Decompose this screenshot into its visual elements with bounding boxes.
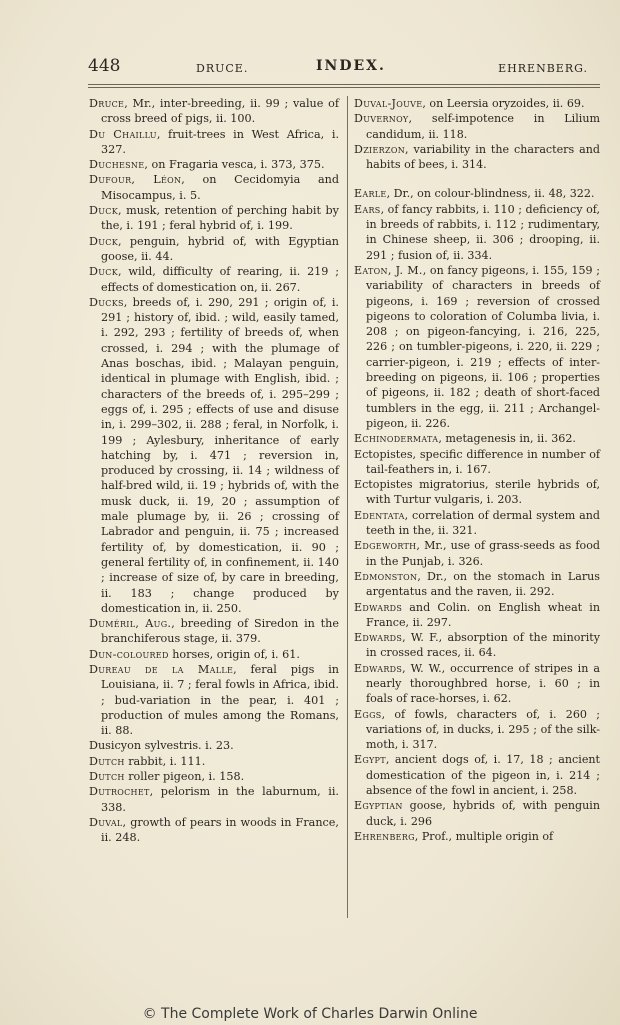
index-entry-heading: Edgeworth [354, 539, 417, 553]
index-entry-text: , on Cecidomyia and Misocampus, i. 5. [101, 173, 339, 202]
index-entry-text: , on Fragaria vesca, i. 373, 375. [144, 158, 325, 172]
index-entry-text: , self-impotence in Lilium candidum, ii. 118. [366, 112, 600, 141]
index-entry [89, 127, 339, 158]
header-title: INDEX. [316, 58, 386, 74]
index-entry-heading: Eaton, J. M. [354, 263, 423, 277]
index-entry-heading: Duck [89, 265, 119, 279]
index-entry-text: , metagenesis in, ii. 362. [438, 432, 576, 446]
index-entry [354, 186, 600, 201]
right-column-d-entries [354, 96, 600, 172]
index-entry-heading: Edwards [354, 631, 403, 645]
index-entry [89, 647, 339, 662]
index-entry-text: , Dr., on colour-blindness, ii. 48, 322. [386, 187, 595, 201]
running-header [88, 56, 600, 80]
index-entry-text: , Dr., on the stomach in Larus argentatus and the raven, ii. 292. [366, 569, 600, 599]
index-entry-text: goose, hybrids of, with penguin duck, i. 296 [366, 799, 600, 828]
index-entry-text: , on fancy pigeons, i. 155, 159 ; variability of characters in breeds of pigeons, i. 169 ; reversion of crossed pigeons to coloration of Columba livia, i. 208 ; on pigeon-fancying, i. 216, 225, 226 ; on tumbler-pigeons, i. 220, ii. 229 ; carrier-pigeon, i. 219 ; effects of inter-breeding on pigeons, ii. 106 ; properties of pigeons, ii. 182 ; death of short-faced tumblers in the egg, ii. 211 ; Archangel-pigeon, ii. 226. [366, 263, 600, 430]
index-entry-text: , musk, retention of perching habit by the, i. 191 ; feral hybrid of, i. 199. [101, 204, 339, 233]
index-entry [354, 202, 600, 263]
index-entry-text: , correlation of dermal system and teeth in the, ii. 321. [366, 508, 600, 538]
index-entry [354, 142, 600, 173]
index-entry [89, 616, 339, 647]
index-entry-text: horses, origin of, i. 61. [168, 647, 300, 661]
index-entry-text: , of fancy rabbits, i. 110 ; deficiency of, in breeds of rabbits, i. 112 ; rudimentary, in Chinese sheep, ii. 306 ; drooping, ii. 291 ; fusion of, ii. 334. [366, 202, 600, 262]
index-entry-heading: Ducks [89, 295, 124, 309]
index-entry-text: rabbit, i. 111. [124, 754, 206, 768]
index-entry-text: Dusicyon sylvestris. i. 23. [89, 739, 234, 753]
index-entry [89, 738, 339, 753]
index-entry-text: , wild, difficulty of rearing, ii. 219 ; effects of domestication on, ii. 267. [101, 265, 339, 294]
index-entry [354, 661, 600, 707]
right-index-column [354, 96, 600, 844]
index-entry [354, 829, 600, 844]
index-entry-heading: Egypt [354, 753, 386, 767]
index-entry-heading: Dutrochet [89, 785, 150, 799]
left-index-column [89, 96, 339, 846]
index-entry [89, 769, 339, 784]
index-entry-text: , Prof., multiple origin of [414, 829, 554, 843]
index-entry [354, 600, 600, 631]
index-entry-text: , growth of pears in woods in France, ii. 248. [101, 815, 339, 845]
index-entry-text: , Mr., use of grass-seeds as food in the Punjab, i. 326. [366, 539, 600, 568]
index-entry-heading: Edentata [354, 508, 405, 522]
header-left-guide-word: DRUCE. [196, 62, 249, 75]
index-entry [89, 234, 339, 265]
index-entry-heading: Dufour, Léon [89, 173, 182, 187]
index-entry-heading: Eggs [354, 707, 382, 721]
index-entry [89, 96, 339, 127]
column-divider [347, 96, 348, 918]
index-entry [354, 263, 600, 431]
header-right-guide-word: EHRENBERG. [498, 62, 588, 75]
index-entry [354, 96, 600, 111]
index-entry [354, 447, 600, 478]
index-entry-heading: Duck [89, 234, 119, 248]
index-entry [354, 477, 600, 508]
index-entry-text: roller pigeon, i. 158. [124, 770, 245, 784]
index-entry [354, 707, 600, 753]
index-entry [354, 798, 600, 829]
index-entry-text: , of fowls, characters of, i. 260 ; variations of, in ducks, i. 295 ; of the silk-moth, i. 317. [366, 707, 600, 752]
index-entry-text: , variability in the characters and habits of bees, i. 314. [366, 142, 600, 172]
index-entry-heading: Duck [89, 204, 119, 218]
letter-gap [354, 172, 600, 186]
index-entry-text: , feral pigs in Louisiana, ii. 7 ; feral fowls in Africa, ibid. ; bud-variation in the pear, i. 401 ; production of mules among the Romans, ii. 88. [101, 662, 339, 738]
header-rule [88, 84, 600, 85]
index-entry-text: , W. W., occurrence of stripes in a nearly thoroughbred horse, i. 60 ; in foals of race-horses, i. 62. [366, 661, 600, 706]
index-entry [89, 784, 339, 815]
index-entry [354, 538, 600, 569]
index-entry-text: and Colin. on English wheat in France, ii. 297. [366, 600, 600, 629]
index-entry [354, 431, 600, 446]
index-entry-heading: Dun-coloured [89, 647, 169, 661]
right-column-e-entries [354, 186, 600, 844]
index-entry-heading: Ehrenberg [354, 829, 415, 843]
index-entry [354, 630, 600, 661]
index-entry-heading: Egyptian [354, 799, 403, 813]
index-entry [89, 157, 339, 172]
index-entry-text: , breeds of, i. 290, 291 ; origin of, i. 291 ; history of, ibid. ; wild, easily tamed, i. 292, 293 ; fertility of breeds of, when crossed, i. 294 ; with the plumage of Anas boschas, ibid. ; Malayan penguin, identical in plumage with English, ibid. ; characters of the breeds of, i. 295–299 ; eggs of, i. 295 ; effects of use and disuse in, i. 299–302, ii. 288 ; feral, in Norfolk, i. 199 ; Aylesbury, inheritance of early hatching by, i. 471 ; reversion in, produced by crossing, ii. 14 ; wildness of half-bred wild, ii. 19 ; hybrids of, with the musk duck, ii. 19, 20 ; assumption of male plumage by, ii. 26 ; crossing of Labrador and penguin, ii. 75 ; increased fertility of, by domestication, ii. 90 ; general fertility of, in confinement, ii. 140 ; increase of size of, by care in breeding, ii. 183 ; change produced by domestication in, ii. 250. [101, 295, 339, 615]
index-entry-heading: Dutch [89, 770, 125, 784]
index-entry-heading: Druce [89, 97, 125, 110]
index-entry-heading: Duméril, Aug. [89, 617, 172, 631]
index-entry-heading: Earle [354, 187, 387, 201]
index-entry-text: , Mr., inter-breeding, ii. 99 ; value of cross breed of pigs, ii. 100. [101, 97, 339, 126]
index-entry [89, 264, 339, 295]
copyright-footer: © The Complete Work of Charles Darwin Online [142, 1006, 478, 1022]
index-entry [89, 203, 339, 234]
index-entry-text: , W. F., absorption of the minority in crossed races, ii. 64. [366, 631, 600, 660]
index-entry [89, 754, 339, 769]
index-entry-heading: Dzierzon [354, 142, 405, 156]
index-entry-heading: Edwards [354, 600, 403, 614]
index-entry-text: , ancient dogs of, i. 17, 18 ; ancient domestication of the pigeon in, i. 214 ; absence of the fowl in ancient, i. 258. [366, 753, 600, 798]
index-entry-heading: Echinodermata [354, 432, 439, 446]
index-entry-heading: Edmonston [354, 569, 418, 583]
index-entry-text: , on Leersia oryzoides, ii. 69. [422, 97, 585, 110]
index-entry-text: , pelorism in the laburnum, ii. 338. [101, 785, 339, 814]
index-entry-text: , penguin, hybrid of, with Egyptian goose, ii. 44. [101, 234, 339, 263]
index-entry [89, 295, 339, 616]
index-entry-heading: Dureau de la Malle [89, 662, 234, 676]
index-entry [354, 569, 600, 600]
index-entry-heading: Ears [354, 202, 381, 216]
index-entry-text: , fruit-trees in West Africa, i. 327. [101, 127, 340, 156]
index-entry-heading: Edwards [354, 661, 403, 675]
index-entry-heading: Du Chaillu [89, 127, 157, 141]
page-number: 448 [88, 56, 121, 76]
index-entry-heading: Duchesne [89, 158, 145, 172]
index-entry-text: Ectopistes migratorius, sterile hybrids of, with Turtur vulgaris, i. 203. [354, 478, 600, 507]
index-entry [89, 172, 339, 203]
index-entry-heading: Duvernoy [354, 112, 409, 126]
index-entry-text: Ectopistes, specific difference in number of tail-feathers in, i. 167. [354, 447, 600, 476]
index-entry-text: , breeding of Siredon in the branchiferous stage, ii. 379. [101, 617, 339, 646]
index-entry [354, 752, 600, 798]
index-entry [89, 815, 339, 846]
index-entry-heading: Duval [89, 815, 123, 829]
header-rule-lower [88, 87, 600, 88]
index-entry [89, 662, 339, 738]
index-entry-heading: Duval-Jouve [354, 97, 423, 110]
index-entry [354, 111, 600, 142]
index-entry-heading: Dutch [89, 754, 125, 768]
index-entry [354, 508, 600, 539]
